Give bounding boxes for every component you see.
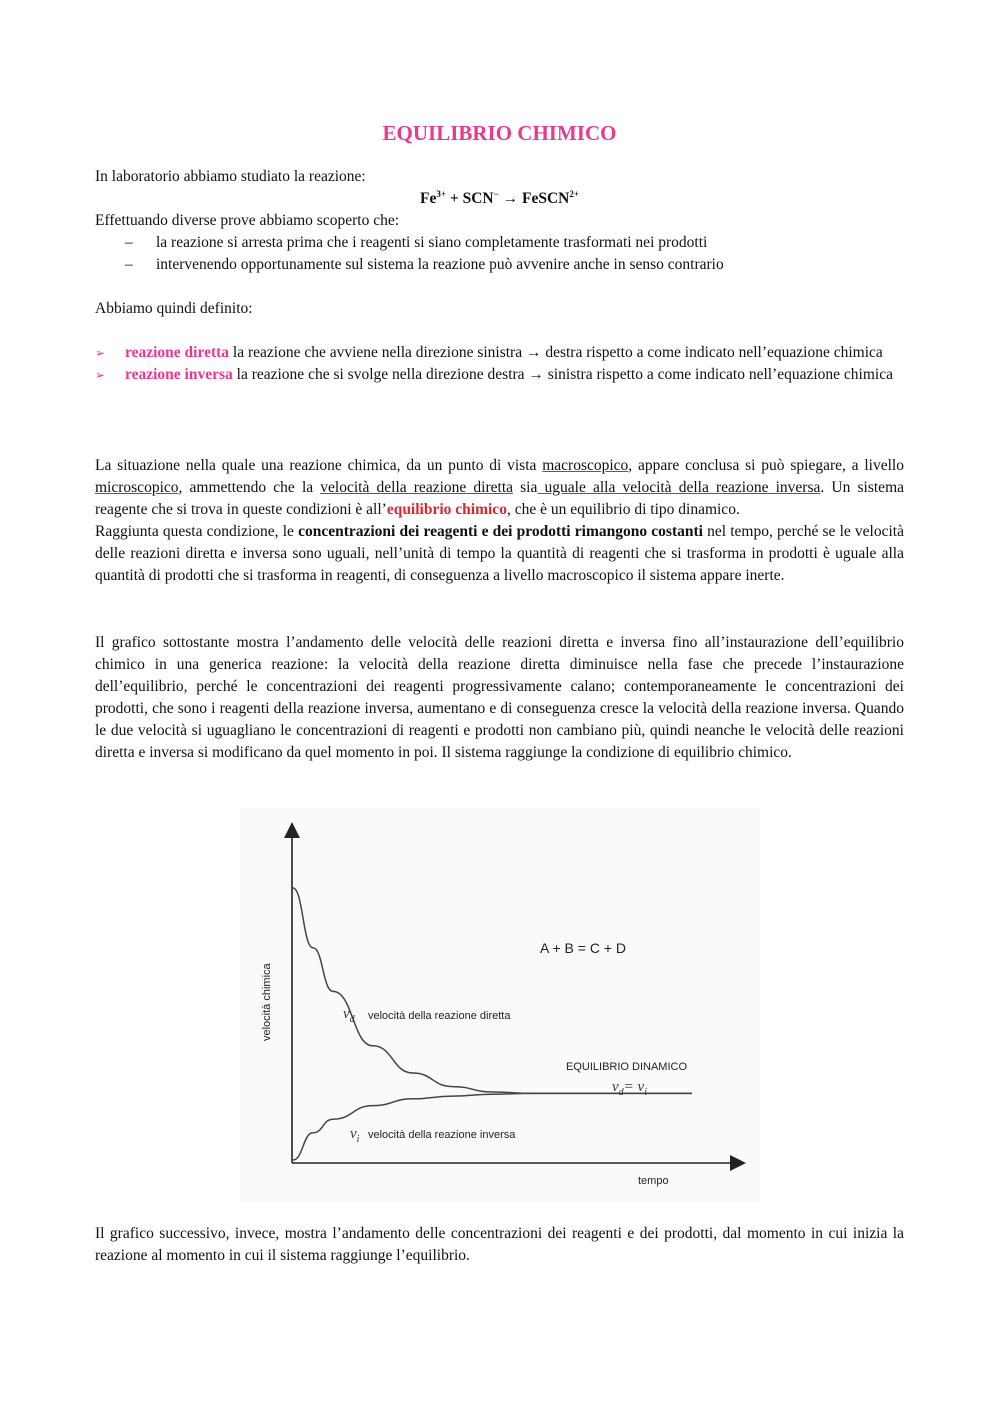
arrow-bullet-icon: ➢ bbox=[95, 346, 106, 360]
equilibrium-label: EQUILIBRIO DINAMICO bbox=[566, 1061, 688, 1073]
page-title: EQUILIBRIO CHIMICO bbox=[382, 121, 617, 145]
list-item: ➢ reazione diretta la reazione che avviene nella direzione sinistra → destra rispetto a come indicato nell’equazione chimica bbox=[95, 342, 904, 364]
equilibrium-formula: $v_d= v_i$ bbox=[612, 1079, 647, 1098]
velocity-chart bbox=[240, 808, 760, 1203]
list-item: – intervenendo opportunamente sul sistema la reazione può avvenire anche in senso contrario bbox=[125, 256, 724, 273]
intro-text: In laboratorio abbiamo studiato la reazione: bbox=[95, 168, 366, 185]
equation-label: A + B = C + D bbox=[540, 940, 626, 956]
x-axis-label: tempo bbox=[638, 1175, 669, 1187]
list-item: – la reazione si arresta prima che i reagenti si siano completamente trasformati nei prodotti bbox=[125, 234, 708, 251]
series-label-direct: velocità della reazione diretta bbox=[368, 1010, 511, 1022]
paragraph-equilibrium: La situazione nella quale una reazione chimica, da un punto di vista macroscopico, appare conclusa si può spiegare, a livello microscopico, ammettendo che la velocità della reazione diretta sia uguale alla velocità della reazione inversa. Un sistema reagente che si trova in queste condizioni è all’equilibrio chimico, che è un equilibrio di tipo dinamico. bbox=[95, 457, 904, 518]
reaction-equation: $Fe^{3+} + SCN^-$ → FeSCN$^{2+}$ bbox=[420, 188, 579, 207]
findings-list bbox=[95, 232, 904, 276]
discovery-intro: Effettuando diverse prove abbiamo scoperto che: bbox=[95, 212, 400, 229]
series-symbol-direct: $v_d$ bbox=[343, 1006, 355, 1025]
paragraph-next-graph: Il grafico successivo, invece, mostra l’andamento delle concentrazioni dei reagenti e dei prodotti, dal momento in cui inizia la reazione al momento in cui il sistema raggiunge l’equilibrio. bbox=[95, 1225, 904, 1264]
series-label-inverse: velocità della reazione inversa bbox=[368, 1129, 516, 1141]
definitions-intro: Abbiamo quindi definito: bbox=[95, 300, 253, 317]
list-item: ➢ reazione inversa la reazione che si svolge nella direzione destra → sinistra rispetto a come indicato nell’equazione chimica bbox=[95, 364, 904, 386]
definitions-list bbox=[95, 342, 904, 386]
paragraph-graph-description: Il grafico sottostante mostra l’andamento delle velocità delle reazioni diretta e inversa fino all’instaurazione dell’equilibrio chimico in una generica reazione: la velocità della reazione diretta diminuisce nella fase che precede l’instaurazione dell’equilibrio, perché le concentrazioni dei reagenti progressivamente calano; contemporaneamente le concentrazioni dei prodotti, che sono i reagenti della reazione inversa, aumentano e di conseguenza cresce la velocità della reazione inversa. Quando le due velocità si uguagliano le concentrazioni di reagenti e prodotti non cambiano più, quindi neanche le velocità delle reazioni diretta e inversa si modificano da quel momento in poi. Il sistema raggiunge la condizione di equilibrio chimico. bbox=[95, 634, 904, 761]
velocity-chart-svg bbox=[240, 808, 760, 1203]
series-symbol-inverse: $v_i$ bbox=[350, 1126, 360, 1145]
paragraph-constants: Raggiunta questa condizione, le concentrazioni dei reagenti e dei prodotti rimangono costanti nel tempo, perché se le velocità delle reazioni diretta e inversa sono uguali, nell’unità di tempo la quantità di reagenti che si trasforma in prodotti è uguale alla quantità di prodotti che si trasforma in reagenti, di conseguenza a livello macroscopico il sistema appare inerte. bbox=[95, 523, 904, 584]
arrow-bullet-icon: ➢ bbox=[95, 368, 106, 382]
y-axis-label: velocità chimica bbox=[261, 963, 273, 1041]
